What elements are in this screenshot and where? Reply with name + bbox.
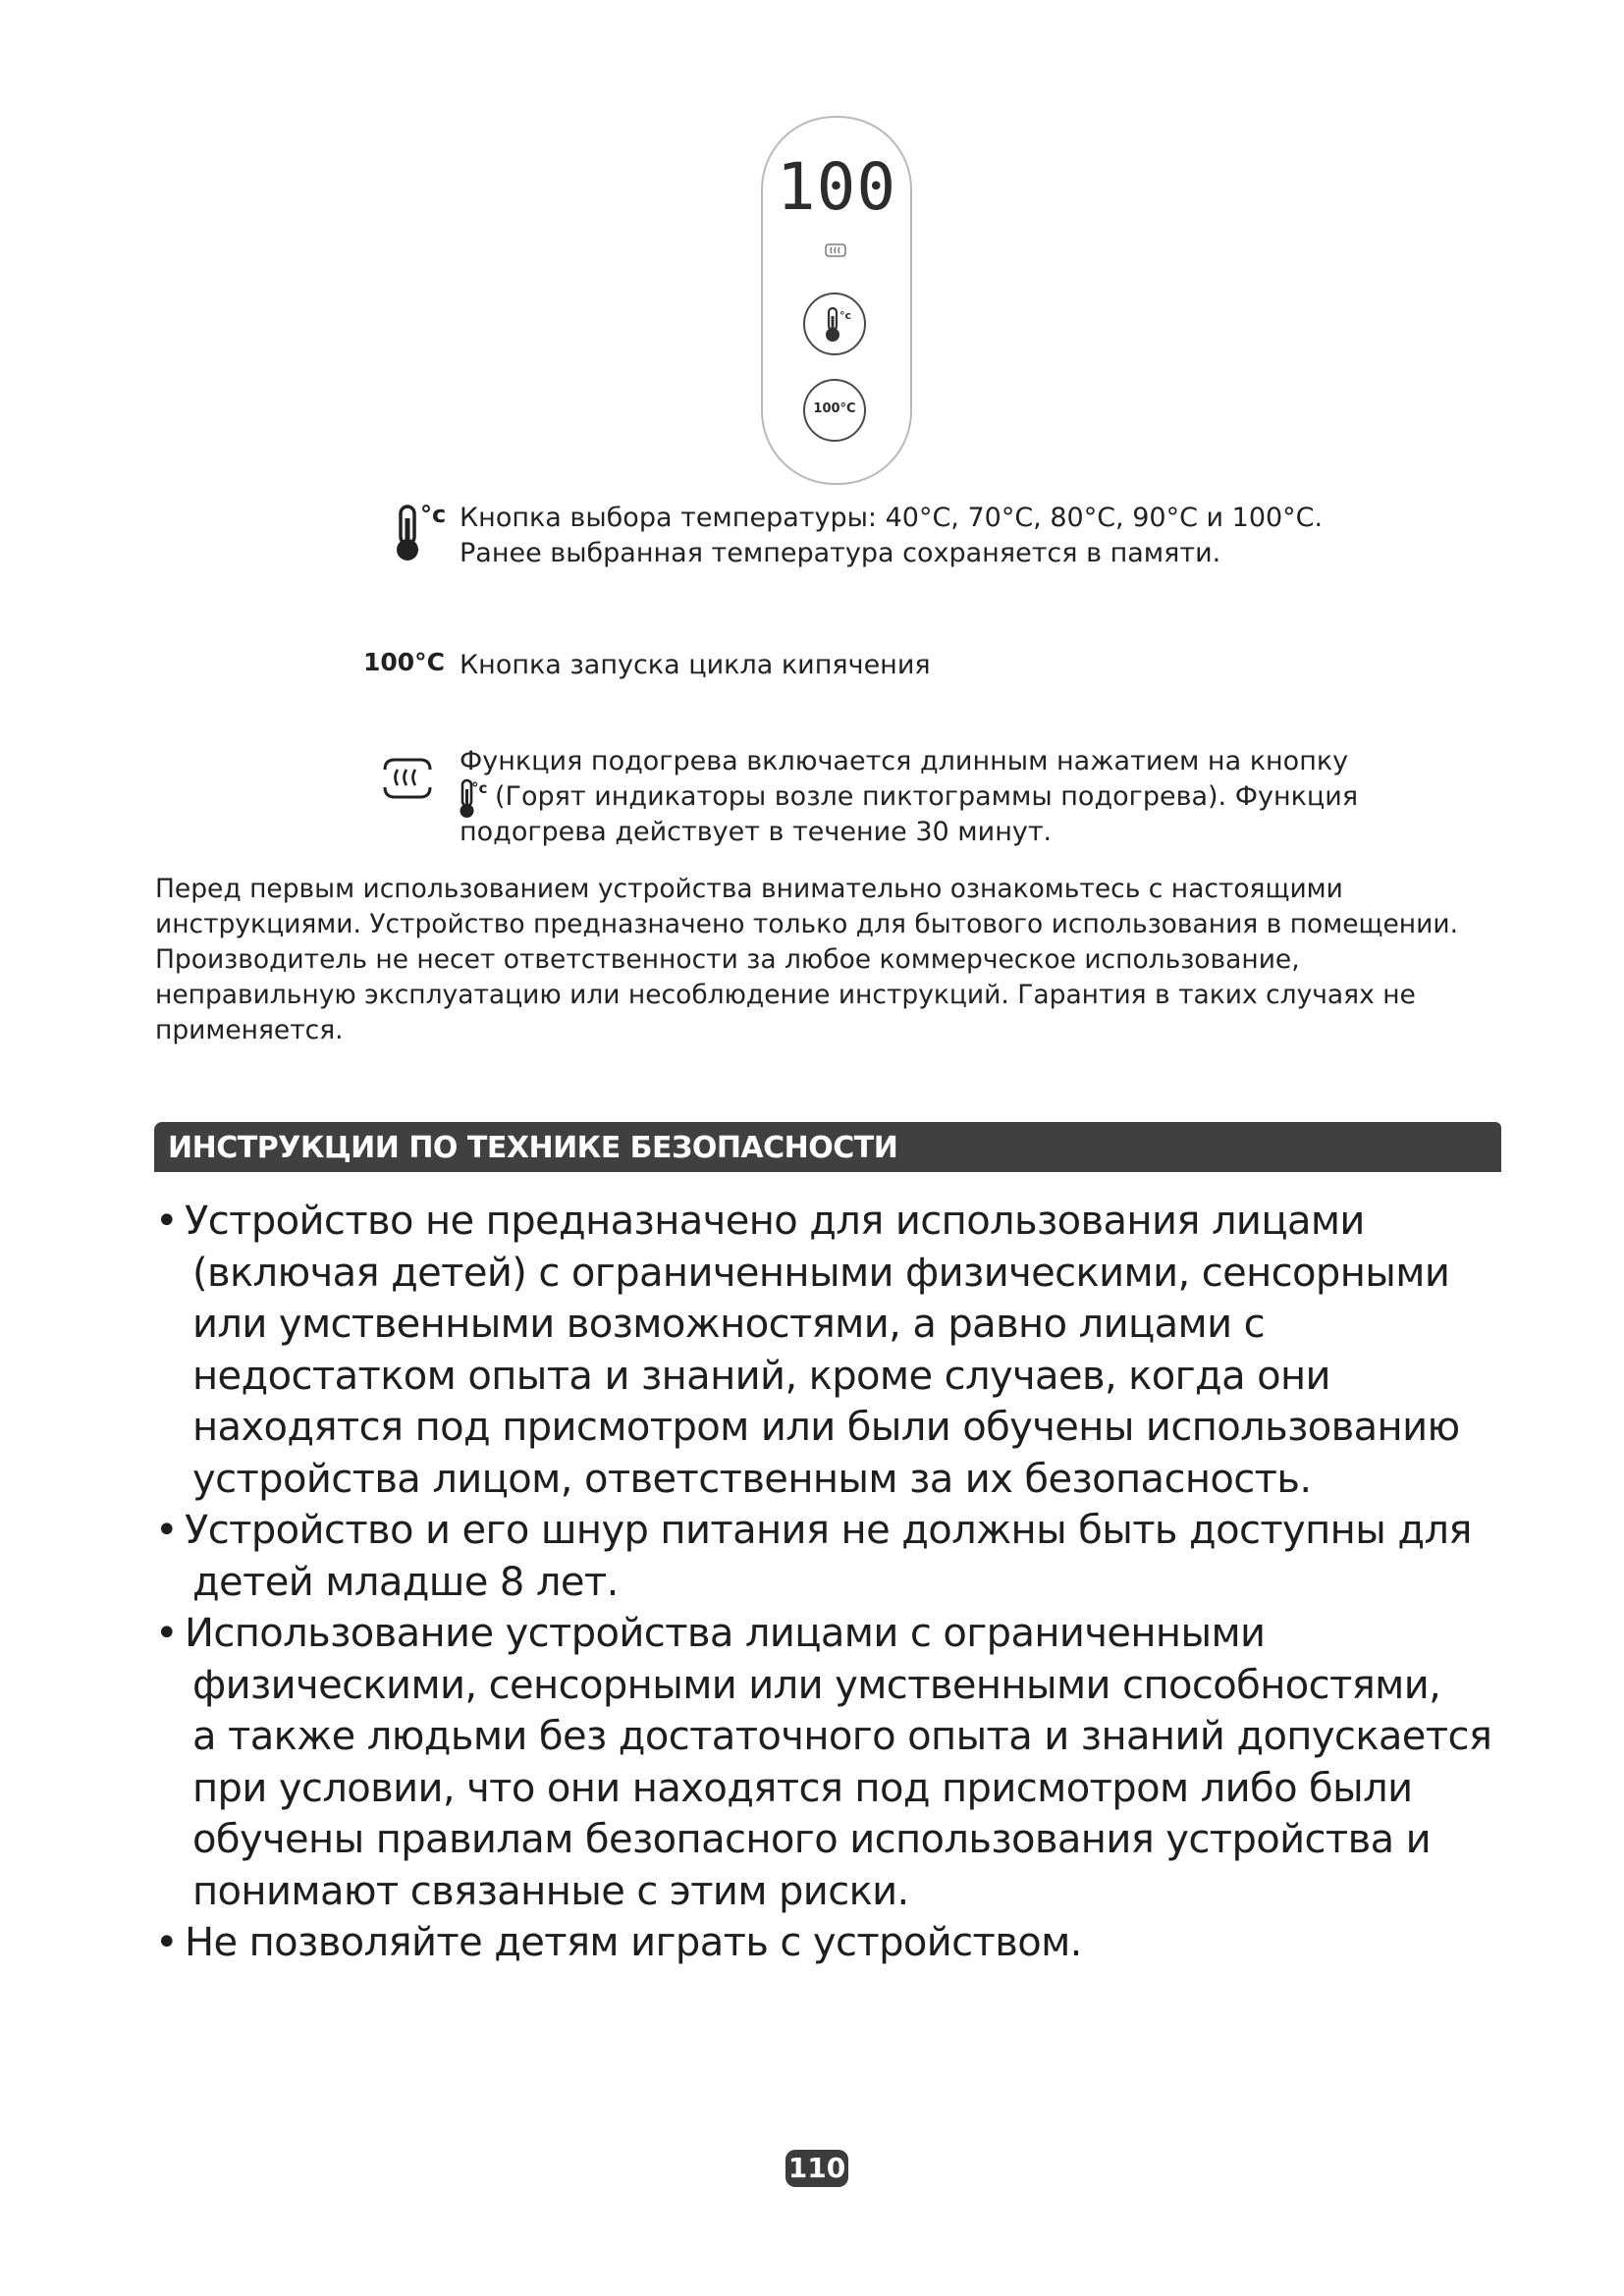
list-item (155, 1608, 1530, 1917)
list-item-line: недостатком опыта и знаний, кроме случаев, когда они (192, 1353, 1330, 1399)
bullet-icon: • (155, 1611, 178, 1656)
legend-temperature-line: Ранее выбранная температура сохраняется в памяти. (460, 538, 1221, 568)
kettle-control-panel (761, 116, 912, 485)
list-item-line: Использование устройства лицами с ограниченными (185, 1611, 1266, 1656)
celsius-symbol: °c (420, 501, 447, 528)
keep-warm-indicator-icon (825, 243, 846, 257)
list-item-line: Устройство не предназначено для использования лицами (185, 1199, 1365, 1244)
thermometer-icon (805, 294, 864, 353)
list-item-line: устройства лицом, ответственным за их безопасность. (192, 1456, 1312, 1502)
legend-keep-warm-line: подогрева действует в течение 30 минут. (460, 817, 1053, 847)
temperature-select-button[interactable] (803, 293, 866, 355)
intro-line: инструкциями. Устройство предназначено только для бытового использования в помещении. (155, 909, 1458, 939)
svg-text:°c: °c (839, 309, 852, 322)
temperature-display: 100 (776, 149, 897, 225)
legend-keep-warm-text (460, 744, 1358, 850)
legend-temperature-line: Кнопка выбора температуры: 40°C, 70°C, 80°C, 90°C и 100°C. (460, 503, 1324, 533)
bullet-icon: • (155, 1920, 178, 1965)
intro-line: неправильную эксплуатацию или несоблюдение инструкций. Гарантия в таких случаях не (155, 980, 1416, 1010)
legend-keep-warm-line: Функция подогрева включается длинным нажатием на кнопку (460, 746, 1349, 776)
bullet-icon: • (155, 1199, 178, 1244)
safety-instructions-list (155, 1196, 1530, 1969)
list-item-line: понимают связанные с этим риски. (192, 1868, 909, 1914)
list-item (155, 1196, 1530, 1505)
list-item (155, 1917, 1530, 1969)
intro-line: Производитель не несет ответственности за любое коммерческое использование, (155, 944, 1300, 975)
list-item-line: при условии, что они находятся под присмотром либо были (192, 1765, 1413, 1811)
section-header-bar (154, 1122, 1501, 1172)
list-item-line: (включая детей) с ограниченными физическими, сенсорными (192, 1250, 1450, 1296)
legend-temperature-text (460, 501, 1323, 571)
page-number: 110 (785, 2150, 848, 2187)
boil-symbol: 100°C (363, 648, 446, 676)
list-item-line: или умственными возможностями, а равно лицами с (192, 1302, 1265, 1347)
boil-button-label: 100°C (813, 401, 856, 416)
list-item-line: физическими, сенсорными или умственными способностями, (192, 1662, 1441, 1708)
list-item-line: обучены правилам безопасного использования устройства и (192, 1817, 1432, 1862)
section-title: ИНСТРУКЦИИ ПО ТЕХНИКЕ БЕЗОПАСНОСТИ (168, 1131, 898, 1165)
intro-paragraph (155, 872, 1520, 1048)
celsius-symbol: °c (471, 779, 488, 797)
intro-line: Перед первым использованием устройства внимательно ознакомьтесь с настоящими (155, 874, 1343, 904)
list-item-line: Не позволяйте детям играть с устройством. (185, 1920, 1082, 1965)
intro-line: применяется. (155, 1015, 344, 1045)
list-item-line: находятся под присмотром или были обучены использованию (192, 1405, 1460, 1450)
list-item-line: Устройство и его шнур питания не должны быть доступны для (185, 1508, 1472, 1553)
list-item-line: а также людьми без достаточного опыта и знаний допускается (192, 1714, 1492, 1759)
legend-boil-text: Кнопка запуска цикла кипячения (460, 650, 931, 680)
boil-button[interactable] (803, 379, 866, 442)
legend-keep-warm-line: (Горят индикаторы возле пиктограммы подогрева). Функция (495, 781, 1359, 812)
list-item (155, 1505, 1530, 1608)
list-item-line: детей младше 8 лет. (192, 1559, 619, 1605)
bullet-icon: • (155, 1508, 178, 1553)
keep-warm-icon (381, 756, 434, 801)
